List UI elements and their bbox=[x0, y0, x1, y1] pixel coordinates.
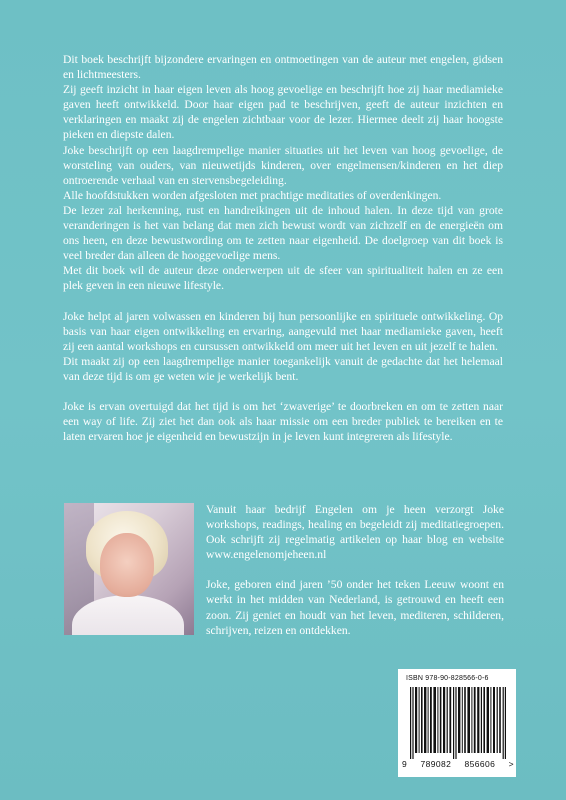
barcode bbox=[398, 669, 516, 777]
paragraph-situations: Joke beschrijft op een laagdrempelige manier situaties uit het leven van hoog gevoelige, de worsteling van ouders, van nieuwetijds kinderen, over engelmensen/kinderen en het diep ontroerende verhaal van en stervensbegeleiding. bbox=[63, 143, 503, 187]
paragraph-chapters: Alle hoofdstukken worden afgesloten met prachtige meditaties of overdenkingen. bbox=[63, 188, 442, 202]
paragraph-intro: Dit boek beschrijft bijzondere ervaringen en ontmoetingen van de auteur met engelen, gidsen en lichtmeesters. bbox=[63, 53, 503, 82]
paragraph-company: Vanuit haar bedrijf Engelen om je heen verzorgt Joke workshops, readings, healing en begeleidt zij meditatiegroepen. Ook schrijft zij regelmatig artikelen op haar blog en website www.engelenomjeheen.nl bbox=[206, 503, 504, 562]
blurb-text bbox=[63, 52, 503, 444]
paragraph-mission: Joke is ervan overtuigd dat het tijd is om het ‘zwaverige’ te doorbreken en om te zetten naar een way of life. Zij ziet het dan ook als haar missie om een breder publiek te bereiken en te laten ervaren hoe je eigenheid en bewustzijn in je leven kunt integreren als lifestyle. bbox=[63, 399, 503, 444]
barcode-digit-prefix: 9 bbox=[402, 759, 408, 769]
barcode-digit-left: 789082 bbox=[420, 759, 452, 769]
barcode-bars bbox=[410, 687, 506, 759]
paragraph-personal: Joke, geboren eind jaren ’50 onder het teken Leeuw woont en werkt in het midden van Nederland, is getrouwd en heeft een zoon. Zij geniet en houdt van het leven, mediteren, schilderen, schrijven, reizen en ontdekken. bbox=[206, 578, 504, 637]
author-bio bbox=[206, 502, 504, 638]
paragraph-lifestyle: Met dit boek wil de auteur deze onderwerpen uit de sfeer van spiritualiteit halen en ze een plek geven in een nieuwe lifestyle. bbox=[63, 264, 503, 293]
barcode-digit-right: 856606 bbox=[464, 759, 496, 769]
paragraph-reader: De lezer zal herkenning, rust en handreikingen uit de inhoud halen. In deze tijd van grote veranderingen is het van belang dat men zich bewust wordt van zichzelf en de energieën om ons heen, en deze bewustwording om te zetten naar eigenheid. De doelgroep van dit boek is veel breder dan alleen de hooggevoelige mens. bbox=[63, 203, 503, 263]
author-photo bbox=[64, 503, 194, 635]
paragraph-accessible: Dit maakt zij op een laagdrempelige manier toegankelijk vanuit de gedachte dat het helemaal van deze tijd is om ge weten wie je werkelijk bent. bbox=[63, 354, 503, 383]
paragraph-insight: Zij geeft inzicht in haar eigen leven als hoog gevoelige en beschrijft hoe zij haar mediamieke gaven heeft ontwikkeld. Door haar eigen pad te beschrijven, geeft de auteur inzichten en verklaringen en maakt zij de engelen zichtbaar voor de lezer. Hiermee deelt zij haar hoogste pieken en diepste dalen. bbox=[63, 83, 503, 142]
paragraph-author-help: Joke helpt al jaren volwassen en kinderen bij hun persoonlijke en spirituele ontwikkeling. Op basis van haar eigen ontwikkeling en ervaring, aangevuld met haar mediamieke gaven, heeft zij een aantal workshops en cursussen ontwikkeld om meer uit het leven en uit jezelf te halen. bbox=[63, 309, 503, 353]
barcode-digit-end: > bbox=[508, 759, 514, 769]
isbn-label: ISBN 978-90-828566-0-6 bbox=[406, 675, 489, 682]
barcode-digits bbox=[402, 759, 514, 769]
